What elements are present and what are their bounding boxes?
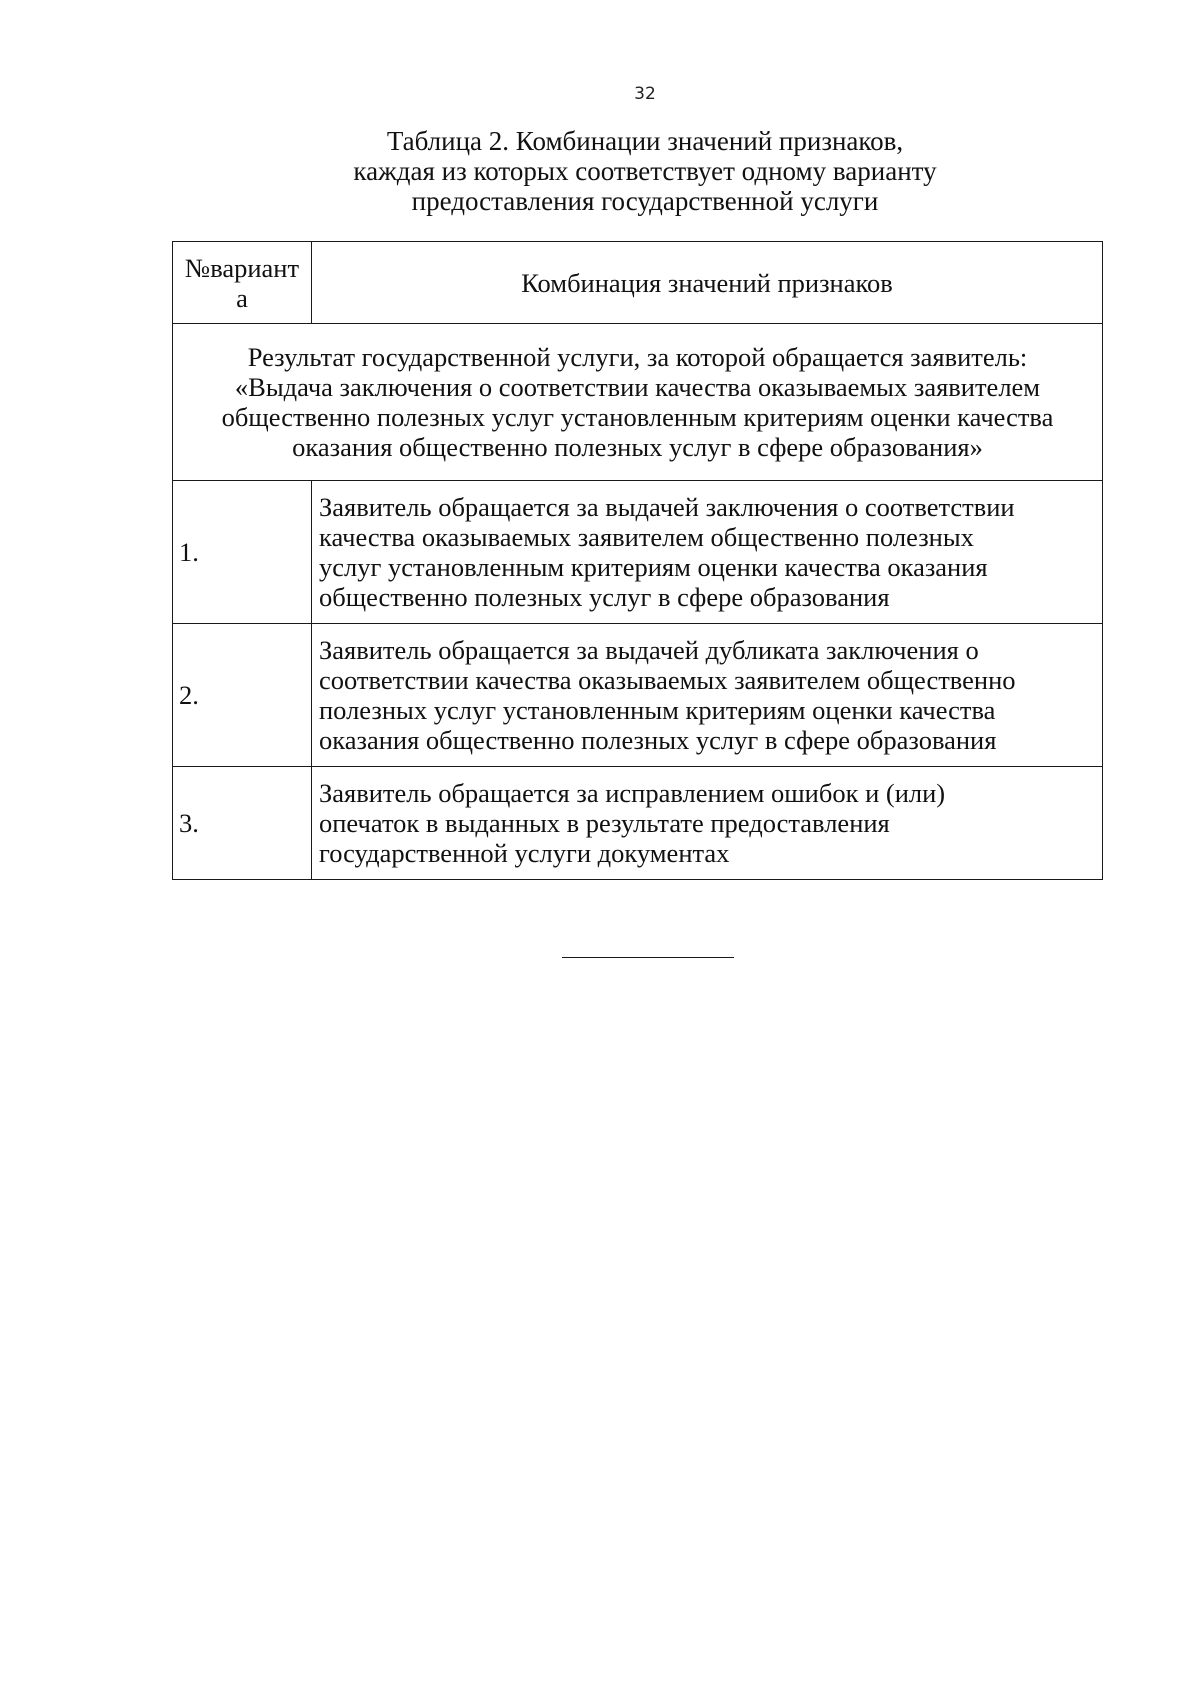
result-line: оказания общественно полезных услуг в сфере образования» bbox=[292, 432, 983, 462]
header-combination: Комбинация значений признаков bbox=[312, 242, 1103, 324]
description-line: качества оказываемых заявителем общественно полезных bbox=[319, 522, 974, 552]
description-line: опечаток в выданных в результате предоставления bbox=[319, 808, 890, 838]
caption-line: каждая из которых соответствует одному варианту bbox=[353, 156, 937, 186]
variant-number: 1. bbox=[173, 481, 312, 624]
description-line: полезных услуг установленным критериям оценки качества bbox=[319, 695, 996, 725]
result-line: общественно полезных услуг установленным критериям оценки качества bbox=[221, 402, 1054, 432]
description-line: оказания общественно полезных услуг в сфере образования bbox=[319, 725, 997, 755]
variants-table bbox=[172, 241, 1103, 880]
result-row bbox=[173, 324, 1103, 481]
variant-description bbox=[312, 624, 1103, 767]
variant-description bbox=[312, 767, 1103, 880]
description-line: соответствии качества оказываемых заявителем общественно bbox=[319, 665, 1016, 695]
header-number-line: а bbox=[236, 282, 248, 313]
variant-number: 3. bbox=[173, 767, 312, 880]
variant-number: 2. bbox=[173, 624, 312, 767]
header-number-line: №вариант bbox=[184, 252, 300, 283]
description-line: Заявитель обращается за исправлением ошибок и (или) bbox=[319, 778, 946, 808]
table-row bbox=[173, 767, 1103, 880]
result-line: «Выдача заключения о соответствии качества оказываемых заявителем bbox=[234, 372, 1041, 402]
result-cell bbox=[173, 324, 1103, 481]
variant-description bbox=[312, 481, 1103, 624]
description-line: Заявитель обращается за выдачей дубликата заключения о bbox=[319, 635, 979, 665]
description-line: услуг установленным критериям оценки качества оказания bbox=[319, 552, 988, 582]
description-line: государственной услуги документах bbox=[319, 838, 730, 868]
result-line: Результат государственной услуги, за которой обращается заявитель: bbox=[247, 342, 1028, 372]
header-variant-number bbox=[173, 242, 312, 324]
table-row bbox=[173, 481, 1103, 624]
page-number: 32 bbox=[634, 84, 656, 104]
caption-line: Таблица 2. Комбинации значений признаков, bbox=[386, 126, 904, 156]
description-line: общественно полезных услуг в сфере образования bbox=[319, 582, 890, 612]
end-separator-line bbox=[562, 957, 734, 958]
caption-line: предоставления государственной услуги bbox=[411, 186, 879, 216]
table-caption bbox=[0, 126, 1200, 216]
description-line: Заявитель обращается за выдачей заключения о соответствии bbox=[319, 492, 1015, 522]
table-row bbox=[173, 624, 1103, 767]
table-header-row bbox=[173, 242, 1103, 324]
